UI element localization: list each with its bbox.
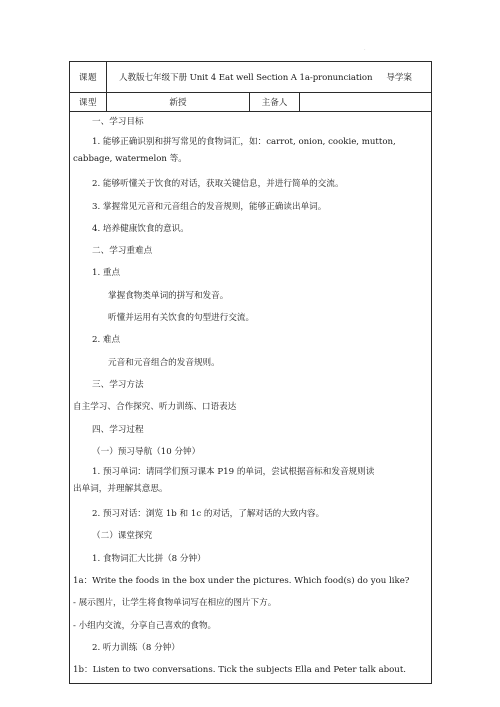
activity-instruction: 1a：Write the foods in the box under the pictures. Which food(s) do you like?	[73, 576, 410, 587]
objective-item-cont: cabbage, watermelon 等。	[73, 154, 187, 165]
preparer-label: 主备人	[250, 93, 300, 112]
title-tail: 导学案	[386, 73, 412, 83]
preparer-value	[300, 93, 432, 112]
method-text: 自主学习、合作探究、听力训练、口语表达	[73, 402, 237, 413]
page-mark: ·	[364, 47, 366, 53]
activity-heading: 2. 听力训练（8 分钟）	[92, 642, 180, 653]
subheading: 1. 重点	[92, 268, 121, 279]
objective-item: 1. 能够正确识别和拼写常见的食物词汇，如：carrot, onion, cookie, mutton,	[92, 137, 396, 148]
subsection-heading: （二）课堂探究	[92, 531, 153, 542]
title-value	[107, 62, 432, 93]
subsection-heading: （一）预习导航（10 分钟）	[92, 446, 201, 457]
title-main: 人教版七年级下册 Unit 4 Eat well Section A 1a-pronunciation	[119, 73, 373, 83]
type-row	[70, 93, 432, 112]
title-label: 课题	[70, 62, 107, 93]
objective-item: 2. 能够听懂关于饮食的对话，获取关键信息，并进行简单的交流。	[92, 179, 344, 190]
content-cell	[70, 112, 432, 684]
activity-heading: 1. 食物词汇大比拼（8 分钟）	[92, 553, 206, 564]
key-point: 听懂并运用有关饮食的句型进行交流。	[108, 313, 255, 324]
section-heading: 一、学习目标	[92, 117, 144, 127]
type-label: 课型	[70, 93, 107, 112]
preview-item: 2. 预习对话：浏览 1b 和 1c 的对话，了解对话的大致内容。	[92, 509, 325, 520]
preview-item-cont: 出单词，并理解其意思。	[73, 484, 168, 495]
activity-step: - 展示图片，让学生将食物单词写在相应的图片下方。	[73, 598, 277, 609]
title-row	[70, 62, 432, 93]
activity-step: - 小组内交流，分享自己喜欢的食物。	[73, 620, 217, 631]
preview-item: 1. 预习单词：请同学们预习课本 P19 的单词，尝试根据音标和发音规则读	[92, 467, 375, 478]
key-point: 掌握食物类单词的拼写和发音。	[108, 290, 229, 301]
type-value: 新授	[107, 93, 250, 112]
objective-item: 4. 培养健康饮食的意识。	[92, 223, 189, 234]
section-heading: 二、学习重难点	[92, 246, 153, 257]
activity-instruction: 1b：Listen to two conversations. Tick the subjects Ella and Peter talk about.	[73, 665, 406, 676]
section-heading: 四、学习过程	[92, 424, 144, 435]
subheading: 2. 难点	[92, 335, 121, 346]
content-row	[70, 112, 432, 684]
lesson-plan-table	[69, 61, 432, 684]
difficult-point: 元音和元音组合的发音规则。	[108, 357, 220, 368]
section-heading: 三、学习方法	[92, 379, 144, 390]
objective-item: 3. 掌握常见元音和元音组合的发音规则，能够正确读出单词。	[92, 201, 327, 212]
